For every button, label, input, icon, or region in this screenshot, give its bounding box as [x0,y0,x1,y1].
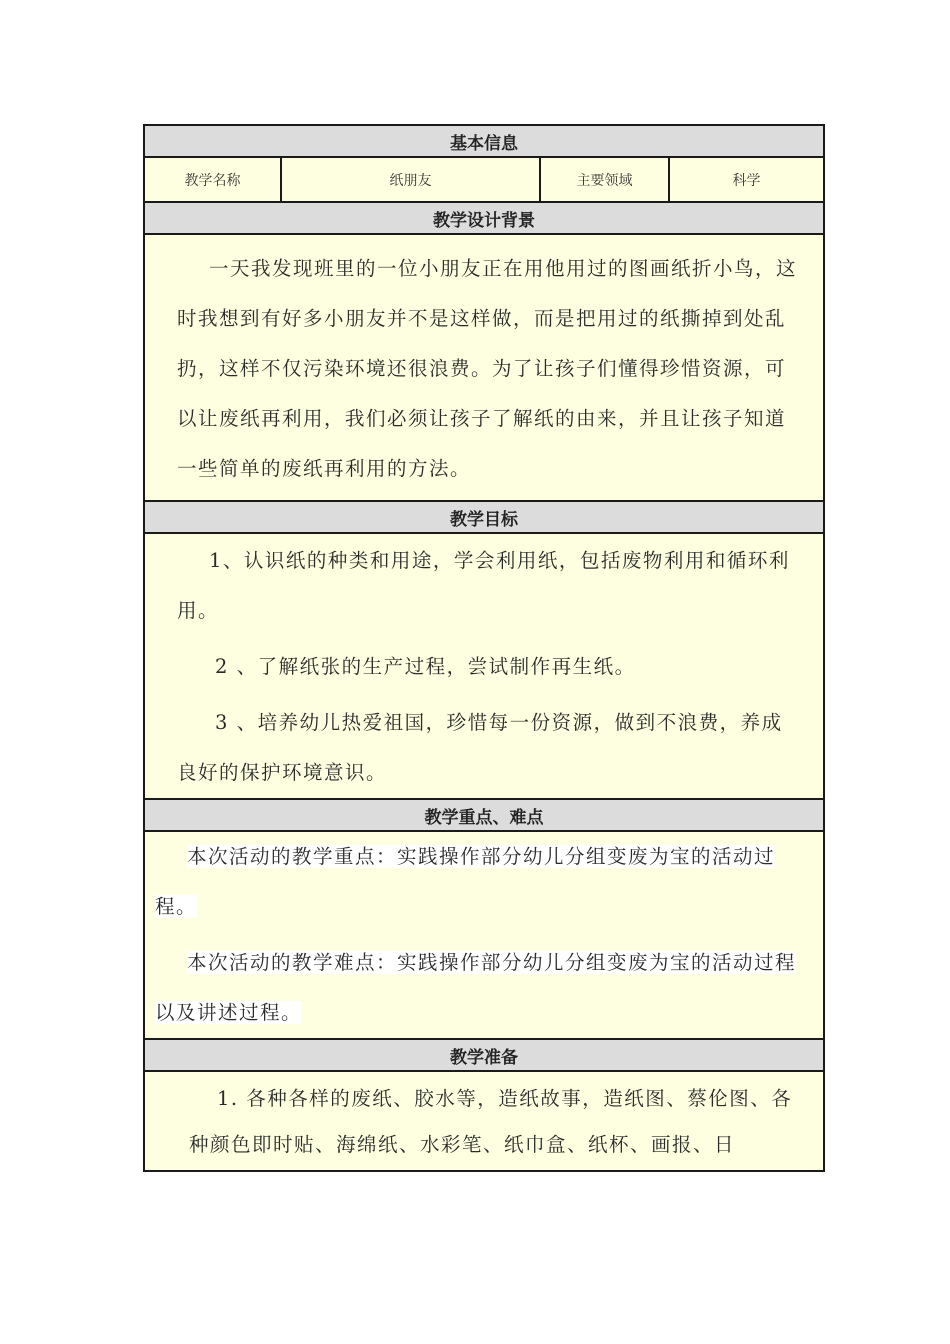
basic-info-header: 基本信息 [144,125,824,157]
main-domain-label: 主要领域 [540,157,669,202]
background-header: 教学设计背景 [144,202,824,234]
preparation-text: 1. 各种各样的废纸、胶水等，造纸故事，造纸图、蔡伦图、各种颜色即时贴、海绵纸、水彩笔、纸巾盒、纸杯、画报、日 [189,1087,793,1156]
lesson-name-label: 教学名称 [144,157,281,202]
preparation-section [144,1071,824,1171]
lesson-plan-table [143,124,825,1172]
teaching-difficulty-text: 本次活动的教学难点：实践操作部分幼儿分组变废为宝的活动过程以及讲述过程。 [155,951,797,1024]
preparation-header: 教学准备 [144,1039,824,1071]
teaching-focus [145,832,823,932]
key-points-header: 教学重点、难点 [144,799,824,831]
goals-section [144,533,824,799]
goal-item: 1、认识纸的种类和用途，学会利用纸，包括废物利用和循环利用。 [177,549,790,622]
goals-header: 教学目标 [144,501,824,533]
teaching-focus-text: 本次活动的教学重点：实践操作部分幼儿分组变废为宝的活动过程。 [155,845,776,918]
lesson-name-value: 纸朋友 [281,157,540,202]
goal-item: 3 、培养幼儿热爱祖国，珍惜每一份资源，做到不浪费，养成良好的保护环境意识。 [177,711,783,784]
teaching-difficulty [145,938,823,1038]
goal-item: 2 、了解纸张的生产过程，尝试制作再生纸。 [215,655,636,678]
background-text: 一天我发现班里的一位小朋友正在用他用过的图画纸折小鸟，这时我想到有好多小朋友并不是这样做，而是把用过的纸撕掉到处乱扔，这样不仅污染环境还很浪费。为了让孩子们懂得珍惜资源，可以让废纸再利用，我们必须让孩子了解纸的由来，并且让孩子知道一些简单的废纸再利用的方法。 [177,257,798,480]
main-domain-value: 科学 [669,157,824,202]
background-section [144,234,824,501]
key-points-section [144,831,824,1039]
